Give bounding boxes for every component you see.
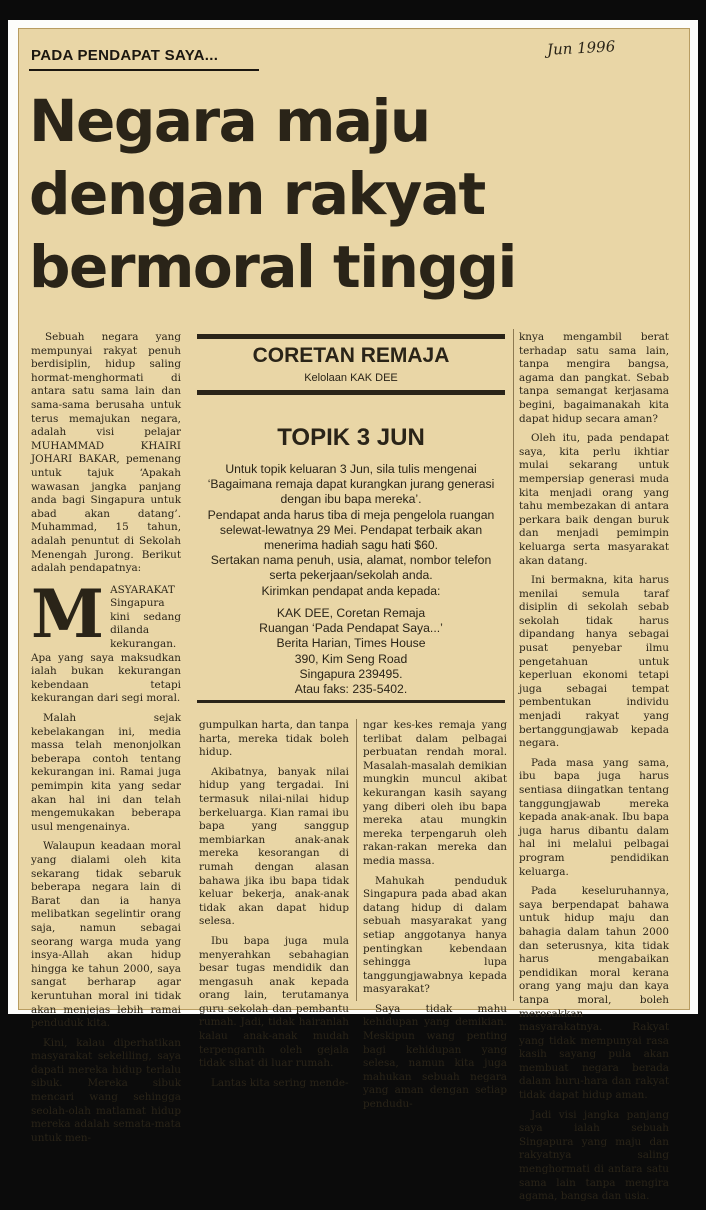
box-paragraph: Sertakan nama penuh, usia, alamat, nombor telefon serta pekerjaan/sekolah anda. [210, 553, 492, 583]
body-paragraph: Kini, kalau diperhatikan masyarakat sekeliling, saya dapati mereka hidup terlalu sibuk. Mereka sibuk mencari wang sehingga seolah-olah matlamat hidup mereka adalah semata-mata untuk men- [31, 1036, 181, 1144]
coretan-remaja-box [197, 334, 505, 706]
kicker-underline [29, 69, 259, 71]
box-paragraph: Pendapat anda harus tiba di meja pengelola ruangan selewat-lewatnya 29 Mei. Pendapat terbaik akan menerima hadiah sagu hati $60. [207, 507, 495, 553]
column-3 [363, 719, 507, 1118]
body-paragraph: Mahukah penduduk Singapura pada abad akan datang hidup di dalam sebuah masyarakat yang setiap anggotanya hanya pentingkan kebendaan sehingga lupa tanggungjawabnya kepada masyarakat? [363, 874, 507, 996]
body-paragraph: Saya tidak mahu kehidupan yang demikian. Meskipun wang penting bagi kehidupan yang selesa, namun kita juga mahukan sebuah negara yang aman dengan setiap pendudu- [363, 1002, 507, 1111]
box-mid-rule [197, 390, 505, 395]
drop-cap: M [31, 574, 105, 653]
headline-line: Negara maju [29, 87, 430, 155]
column-2 [199, 719, 349, 1096]
lead-paragraph [31, 574, 181, 706]
lead-text: ASYARAKAT Singapura kini sedang dilanda kekurangan. Apa yang saya maksudkan ialah bukan kekurangan kebendaan tetapi kekurangan dari segi moral. [31, 583, 181, 705]
body-paragraph: ngar kes-kes remaja yang terlibat dalam pelbagai perbuatan rendah moral. Masalah-masalah demikian mungkin muncul akibat kekurangan kasih sayang yang diberi oleh ibu bapa mereka atau mungkin mereka terpengaruh oleh rakan-rakan mereka dan media massa. [363, 719, 507, 867]
address-line: Singapura 239495. [299, 666, 403, 681]
intro-paragraph: Sebuah negara yang mempunyai rakyat penuh berdisiplin, hidup saling hormat-menghormati di antara satu sama lain dan sama-sama berusaha untuk terus memajukan negara, adalah visi pelajar MUHAMMAD KHAIRI JOHARI BAKAR, pemenang untuk tajuk ‘Apakah wawasan jangka panjang anda bagi Singapura untuk abad akan datang’. Muhammad, 15 tahun, adalah penuntut di Sekolah Menengah Jurong. Berikut adalah pendapatnya: [31, 331, 181, 575]
body-paragraph: Walaupun keadaan moral yang dialami oleh kita sekarang tidak sebaruk beberapa negara lain di Barat dan ia hanya melibatkan segelintir orang saja, namun sebagai seorang warga muda yang insya-Allah akan hidup hingga ke tahun 2000, saya sangat berharap agar keruntuhan moral ini tidak akan menjejas lebih ramai penduduk kita. [31, 840, 181, 1030]
body-paragraph: Pada keseluruhannya, saya berpendapat bahawa untuk hidup maju dan bahagia dalam tahun 2000 dan seterusnya, kita tidak harus mengabaikan pendidikan moral kerana orang yang maju dan kaya tanpa moral, boleh merosakkan masyarakatnya. Rakyat yang tidak mempunyai rasa kasih sayang pula akan membuat negara berada dalam huru-hara dan rakyat tidak dapat hidup aman. [519, 885, 669, 1102]
column-divider [356, 719, 357, 1001]
box-title: CORETAN REMAJA [252, 344, 450, 367]
address-line: Ruangan ‘Pada Pendapat Saya...’ [259, 621, 443, 636]
kicker: PADA PENDAPAT SAYA... [31, 47, 219, 64]
box-paragraph: Kirimkan pendapat anda kepada: [261, 583, 441, 598]
headline [29, 85, 689, 304]
body-paragraph: Pada masa yang sama, ibu bapa juga harus sentiasa diingatkan tentang tanggungjawab mereka kepada anak-anak. Ibu bapa juga harus dibantu dalam hal ini melalui pelbagai program pendidikan keluarga. [519, 756, 669, 878]
body-paragraph: Ibu bapa juga mula menyerahkan sebahagian besar tugas mendidik dan mengasuh anak kepada orang lain, terutamanya guru sekolah dan pembantu rumah. Jadi, tidak hairanlah kalau anak-anak mudah terpengaruh oleh gejala tidak sihat di luar rumah. [199, 934, 349, 1070]
box-bottom-rule [197, 700, 505, 703]
box-address [203, 606, 499, 697]
body-paragraph: Ini bermakna, kita harus menilai semula taraf disiplin di sekolah sebab sekolah tidak harus dipandang hanya sebagai pusat penyebar ilmu pengetahuan untuk keperluan ekonomi tetapi juga sebagai tempat pembentukan individu menjadi rakyat yang bertanggungjawab kepada negara. [519, 574, 669, 750]
box-byline: Kelolaan KAK DEE [304, 372, 398, 384]
body-paragraph: gumpulkan harta, dan tanpa harta, mereka tidak boleh hidup. [199, 719, 349, 759]
headline-line: dengan rakyat [29, 160, 485, 228]
newspaper-clipping [18, 28, 690, 1203]
box-paragraph: Untuk topik keluaran 3 Jun, sila tulis mengenai ‘Bagaimana remaja dapat kurangkan jurang generasi dengan ibu bapa mereka’. [207, 462, 495, 507]
body-paragraph: Akibatnya, banyak nilai hidup yang tergadai. Ini termasuk nilai-nilai hidup berkeluarga. Kian ramai ibu bapa yang sanggup membiarkan anak-anak mereka kesorangan di rumah dengan alasan bahawa jika ibu bapa tidak keluar bekerja, anak-anak tidak akan dapat hidup selesa. [199, 765, 349, 928]
column-divider [513, 329, 514, 1001]
address-line: KAK DEE, Coretan Remaja [276, 606, 426, 620]
body-paragraph: Malah sejak kebelakangan ini, media massa telah menonjolkan beberapa contoh tentang kekurangan ini. Ramai juga pemimpin kita yang sedar akan hal ini dan telah mengemukakan beberapa usul mengenainya. [31, 712, 181, 833]
column-1 [31, 331, 181, 1151]
box-top-rule [197, 334, 505, 339]
address-line: Berita Harian, Times House [276, 636, 426, 651]
body-paragraph: knya mengambil berat terhadap satu sama lain, tanpa mengira bangsa, agama dan pangkat. Sebab tanpa semangat kerjasama begini, bagaimanakah kita dapat hidup secara aman? [519, 331, 669, 425]
box-topic: TOPIK 3 JUN [277, 424, 425, 451]
handwritten-date: Jun 1996 [546, 37, 616, 59]
address-line: 390, Kim Seng Road [294, 651, 408, 666]
box-instructions [203, 462, 499, 599]
column-4 [519, 331, 669, 1210]
body-paragraph: Lantas kita sering mende- [211, 1076, 349, 1089]
headline-line: bermoral tinggi [29, 233, 516, 301]
address-line: Atau faks: 235-5402. [294, 682, 408, 697]
body-paragraph: Jadi visi jangka panjang saya ialah sebuah Singapura yang maju dan rakyatnya saling menghormati di antara satu sama lain tanpa mengira agama, bangsa dan usia. [519, 1108, 669, 1203]
body-paragraph: Oleh itu, pada pendapat saya, kita perlu ikhtiar mulai sekarang untuk mempersiap generasi muda kita menjadi orang yang tahu membezakan di antara perkara baik dengan buruk dan menjadi pemimpin keluarga serta masyarakat akan datang. [519, 432, 669, 567]
